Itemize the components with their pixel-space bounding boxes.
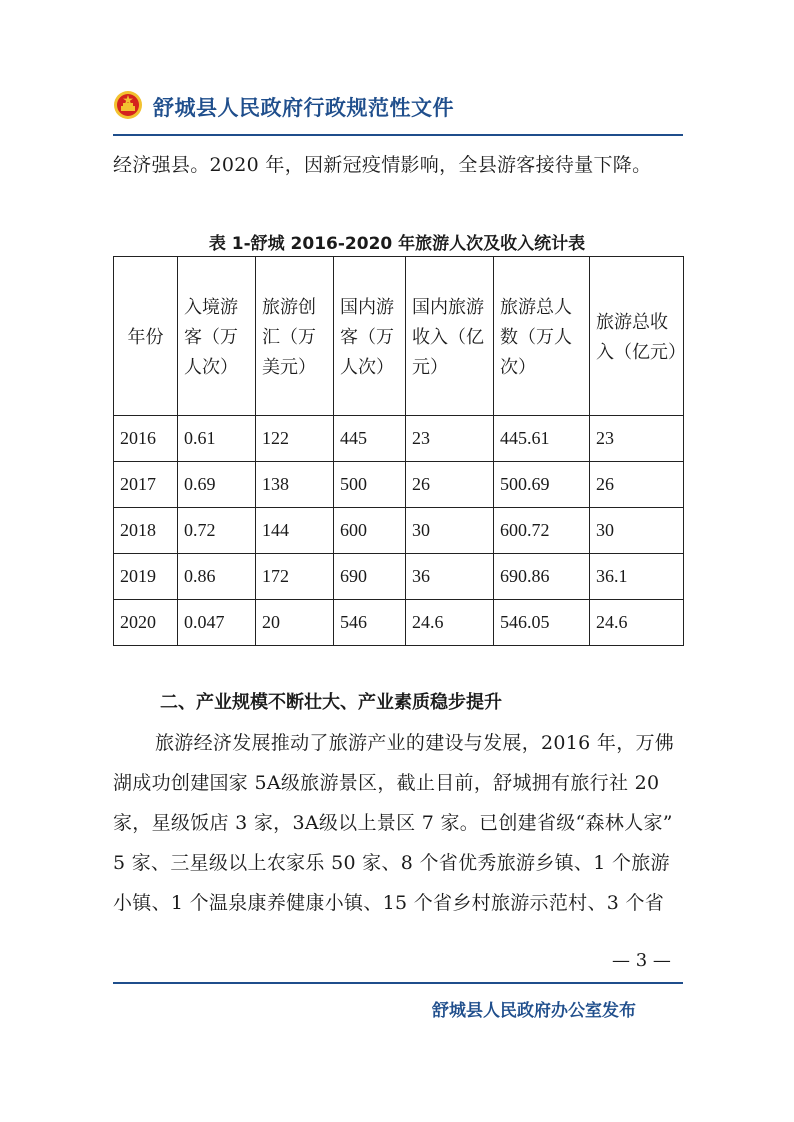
table-cell: 546	[334, 600, 406, 646]
table-cell: 26	[590, 462, 684, 508]
section-heading: 二、产业规模不断壮大、产业素质稳步提升	[160, 692, 502, 713]
table-cell: 24.6	[406, 600, 494, 646]
header-domestic-visitors: 国内游客（万人次）	[334, 257, 406, 416]
table-cell: 30	[406, 508, 494, 554]
table-cell: 23	[590, 416, 684, 462]
body-line: 湖成功创建国家 5A级旅游景区，截止目前，舒城拥有旅行社 20	[113, 772, 660, 794]
header-inbound-visitors: 入境游客（万人次）	[178, 257, 256, 416]
table-cell: 600.72	[494, 508, 590, 554]
table-cell: 0.72	[178, 508, 256, 554]
national-emblem-icon	[113, 90, 143, 120]
header-title: 舒城县人民政府行政规范性文件	[153, 96, 454, 120]
table-cell: 2019	[114, 554, 178, 600]
table-row	[114, 462, 684, 508]
table-cell: 0.61	[178, 416, 256, 462]
table-cell: 36	[406, 554, 494, 600]
header-total-revenue: 旅游总收入（亿元）	[590, 257, 684, 416]
body-line: 家，星级饭店 3 家，3A级以上景区 7 家。已创建省级“森林人家”	[113, 812, 673, 834]
header-domestic-revenue: 国内旅游收入（亿元）	[406, 257, 494, 416]
header-forex-earnings: 旅游创汇（万美元）	[256, 257, 334, 416]
footer-publisher: 舒城县人民政府办公室发布	[432, 1001, 636, 1021]
table-cell: 0.047	[178, 600, 256, 646]
table-cell: 144	[256, 508, 334, 554]
table-cell: 500	[334, 462, 406, 508]
header-divider	[113, 134, 683, 136]
table-cell: 2020	[114, 600, 178, 646]
body-line: 5 家、三星级以上农家乐 50 家、8 个省优秀旅游乡镇、1 个旅游	[113, 852, 670, 874]
table-cell: 0.86	[178, 554, 256, 600]
table-cell: 690	[334, 554, 406, 600]
table-row	[114, 416, 684, 462]
table-cell: 23	[406, 416, 494, 462]
table-row	[114, 508, 684, 554]
body-line: 小镇、1 个温泉康养健康小镇、15 个省乡村旅游示范村、3 个省	[113, 892, 665, 914]
page-number: — 3 —	[612, 950, 671, 971]
table-cell: 26	[406, 462, 494, 508]
table-cell: 546.05	[494, 600, 590, 646]
table-cell: 445	[334, 416, 406, 462]
table-cell: 500.69	[494, 462, 590, 508]
table-cell: 2016	[114, 416, 178, 462]
table-row	[114, 554, 684, 600]
header-total-visitors: 旅游总人数（万人次）	[494, 257, 590, 416]
table-cell: 122	[256, 416, 334, 462]
table-cell: 20	[256, 600, 334, 646]
table-cell: 0.69	[178, 462, 256, 508]
table-cell: 30	[590, 508, 684, 554]
table-cell: 172	[256, 554, 334, 600]
table-cell: 445.61	[494, 416, 590, 462]
table-cell: 36.1	[590, 554, 684, 600]
document-header	[113, 86, 683, 130]
table-cell: 2018	[114, 508, 178, 554]
intro-line: 经济强县。2020 年，因新冠疫情影响，全县游客接待量下降。	[113, 154, 652, 176]
header-year: 年份	[114, 257, 178, 416]
tourism-stats-table	[113, 256, 684, 646]
table-cell: 2017	[114, 462, 178, 508]
table-header-row	[114, 257, 684, 416]
table-cell: 600	[334, 508, 406, 554]
table-cell: 24.6	[590, 600, 684, 646]
table-cell: 690.86	[494, 554, 590, 600]
footer-divider	[113, 982, 683, 984]
table-cell: 138	[256, 462, 334, 508]
table-caption: 表 1-舒城 2016-2020 年旅游人次及收入统计表	[208, 234, 586, 254]
table-row	[114, 600, 684, 646]
body-line: 旅游经济发展推动了旅游产业的建设与发展，2016 年，万佛	[155, 732, 675, 754]
